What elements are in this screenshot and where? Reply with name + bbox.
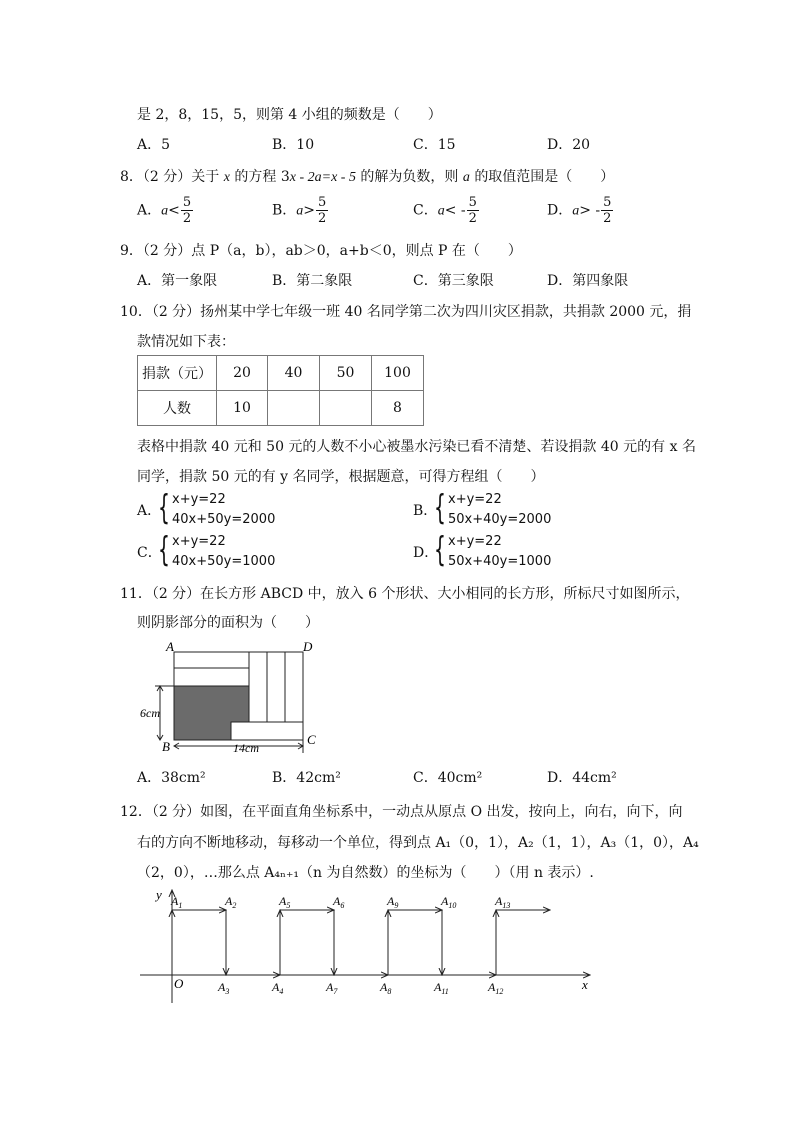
- point-label: $A_9$: [387, 894, 399, 910]
- q9-option-d: D．第四象限: [547, 273, 629, 289]
- point-label: $A_{10}$: [441, 894, 457, 910]
- q10-option-b-system: x+y=22 50x+40y=2000: [448, 492, 552, 527]
- x-axis-label: x: [582, 977, 588, 992]
- point-label: $A_1$: [171, 894, 183, 910]
- q9-option-b: B．第二象限: [272, 273, 353, 289]
- table-cell: 40: [268, 356, 320, 391]
- point-label: $A_6$: [333, 894, 345, 910]
- table-cell: 10: [217, 391, 268, 426]
- q10-option-c-system: x+y=22 40x+50y=1000: [172, 534, 276, 569]
- table-row: [138, 391, 424, 426]
- brace-icon: {: [434, 488, 446, 528]
- q8-option-d: D．a> - $\frac{5}{2}$: [547, 195, 612, 226]
- point-label: $A_7$: [326, 980, 338, 996]
- q11-line1: 11．（2 分）在长方形 ABCD 中，放入 6 个形状、大小相同的长方形，所标尺寸如图所示，: [120, 586, 690, 602]
- path-segments: [172, 910, 550, 975]
- q9-option-a: A．第一象限: [137, 273, 218, 289]
- q10-option-d-system: x+y=22 50x+40y=1000: [448, 534, 552, 569]
- q12-line2: 右的方向不断地移动，每移动一个单位，得到点 A₁（0，1），A₂（1，1），A₃（1，0），A₄: [137, 835, 699, 851]
- y-axis-label: y: [156, 887, 162, 902]
- brace-icon: {: [158, 488, 170, 528]
- point-label: $A_{13}$: [495, 894, 511, 910]
- q9-option-c: C．第三象限: [413, 273, 494, 289]
- donation-table: [137, 355, 424, 426]
- table-row: [138, 356, 424, 391]
- q7-stem-tail: 是 2，8，15，5，则第 4 小组的频数是（ ）: [137, 107, 442, 123]
- q12-line3: （2，0），…那么点 A₄ₙ₊₁（n 为自然数）的坐标为（ ）（用 n 表示）.: [137, 865, 594, 881]
- vertex-label-b: B: [162, 739, 170, 754]
- q10-option-a-system: x+y=22 40x+50y=2000: [172, 492, 276, 527]
- vertex-label-a: A: [166, 639, 174, 654]
- q12-line1: 12．（2 分）如图，在平面直角坐标系中，一动点从原点 O 出发，按向上，向右，向下，向: [120, 804, 683, 820]
- q10-option-c-label: C．: [137, 545, 162, 561]
- height-label: 6cm: [140, 706, 160, 720]
- brace-icon: {: [158, 530, 170, 570]
- q11-option-a: A．38cm²: [137, 770, 206, 786]
- q10-line1: 10．（2 分）扬州某中学七年级一班 40 名同学第二次为四川灾区捐款，共捐款 2000 元，捐: [120, 304, 692, 320]
- q7-option-c: C．15: [413, 137, 456, 153]
- brace-icon: {: [434, 530, 446, 570]
- table-cell: 8: [372, 391, 424, 426]
- table-cell: 20: [217, 356, 268, 391]
- q10-option-a-label: A．: [137, 503, 162, 519]
- point-label: $A_5$: [279, 894, 291, 910]
- q10-line3: 表格中捐款 40 元和 50 元的人数不小心被墨水污染已看不清楚、若设捐款 40 元的有 x 名: [137, 439, 696, 455]
- white-notch: [231, 722, 303, 740]
- q8-option-c: C．a< - $\frac{5}{2}$: [413, 195, 477, 226]
- vertex-label-c: C: [307, 732, 316, 747]
- q7-option-a: A．5: [137, 137, 171, 153]
- q11-option-b: B．42cm²: [272, 770, 341, 786]
- q7-option-b: B．10: [272, 137, 315, 153]
- q10-option-d-label: D．: [413, 545, 439, 561]
- q7-option-d: D．20: [547, 137, 591, 153]
- q11-line2: 则阴影部分的面积为（ ）: [137, 615, 319, 631]
- q8-stem: 8．（2 分）关于 x 的方程 3x - 2a=x - 5 的解为负数，则 a 的取值范围是（ ）: [120, 169, 615, 185]
- table-cell: [320, 391, 372, 426]
- q10-option-b-label: B．: [413, 503, 438, 519]
- table-cell: 人数: [138, 391, 217, 426]
- q8-option-b: B．a> $\frac{5}{2}$: [272, 195, 327, 226]
- table-cell: 50: [320, 356, 372, 391]
- point-label: $A_8$: [380, 980, 392, 996]
- width-label: 14cm: [233, 741, 259, 755]
- table-cell: [268, 391, 320, 426]
- q8-option-a: A．a< $\frac{5}{2}$: [137, 195, 192, 226]
- point-label: $A_4$: [272, 980, 284, 996]
- q11-option-c: C．40cm²: [413, 770, 483, 786]
- table-cell: 捐款（元）: [138, 356, 217, 391]
- coordinate-path-figure: [140, 885, 600, 1010]
- point-label: $A_{12}$: [488, 980, 504, 996]
- point-label: $A_2$: [225, 894, 237, 910]
- point-label: $A_{11}$: [434, 980, 449, 996]
- q10-line4: 同学，捐款 50 元的有 y 名同学，根据题意，可得方程组（ ）: [137, 469, 545, 485]
- table-cell: 100: [372, 356, 424, 391]
- vertex-label-d: D: [303, 639, 313, 654]
- point-label: $A_3$: [218, 980, 230, 996]
- q10-line2: 款情况如下表：: [137, 334, 235, 350]
- point-labels: [170, 894, 510, 996]
- rectangle-figure: [135, 635, 325, 760]
- q9-stem: 9．（2 分）点 P（a，b），ab＞0，a+b＜0，则点 P 在（ ）: [120, 243, 522, 259]
- q11-option-d: D．44cm²: [547, 770, 617, 786]
- origin-label: O: [174, 976, 184, 991]
